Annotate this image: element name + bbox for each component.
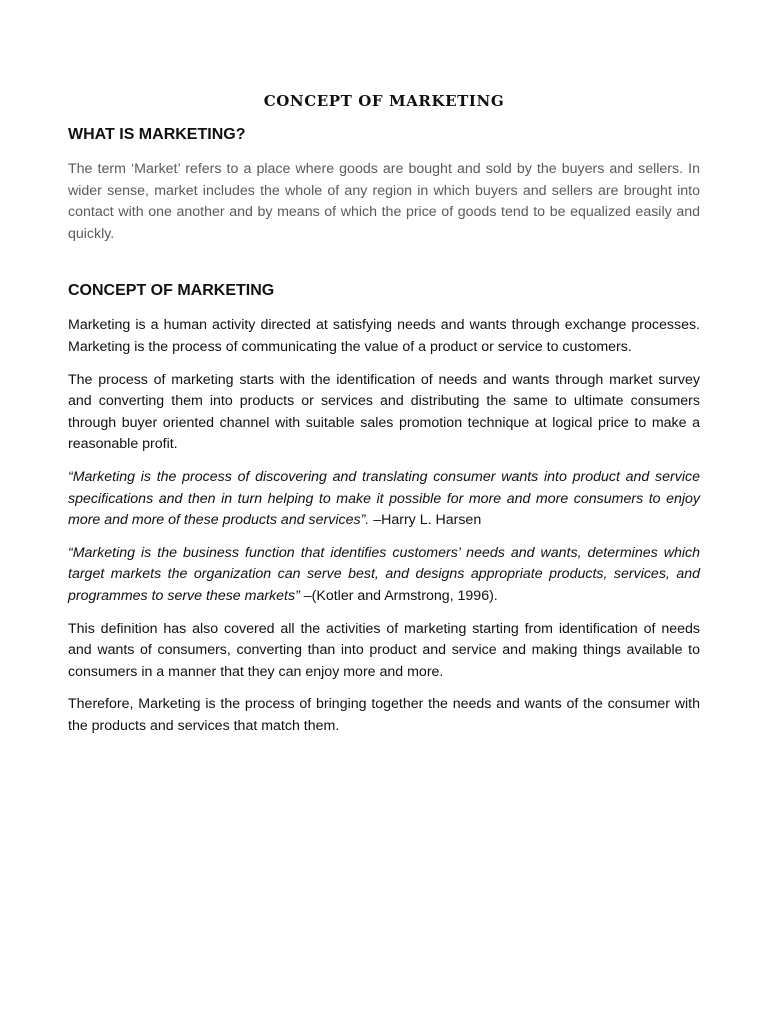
document-page bbox=[68, 92, 700, 748]
section-spacer bbox=[68, 256, 700, 282]
paragraph-marketing-human-activity: Marketing is a human activity directed at satisfying needs and wants through exchange processes. Marketing is the process of communicating the value of a product or service to customers. bbox=[68, 317, 700, 355]
quote-kotler bbox=[68, 543, 700, 608]
section-heading-what-is-marketing: WHAT IS MARKETING? bbox=[68, 126, 246, 143]
quote-harsen-attribution: –Harry L. Harsen bbox=[369, 512, 482, 529]
section-heading-concept-of-marketing: CONCEPT OF MARKETING bbox=[68, 282, 275, 300]
paragraph-market-definition: The term ‘Market’ refers to a place where goods are bought and sold by the buyers and sellers. In wider sense, market includes the whole of any region in which buyers and sellers are brought into contact with one another and by means of which the price of goods tend to be equalized easily and quickly. bbox=[68, 161, 700, 242]
quote-harsen bbox=[68, 467, 700, 532]
quote-kotler-text: “Marketing is the business function that identifies customers’ needs and wants, determines which target markets the organization can serve best, and designs appropriate products, services, and programmes to serve these markets” bbox=[68, 544, 700, 604]
quote-harsen-text: “Marketing is the process of discovering and translating consumer wants into product and service specifications and then in turn helping to make it possible for more and more consumers to enjoy more and more of these products and services”. bbox=[68, 468, 700, 529]
document-title: CONCEPT OF MARKETING bbox=[263, 92, 505, 110]
paragraph-definition-coverage: This definition has also covered all the activities of marketing starting from identification of needs and wants of consumers, converting than into product and service and making things available to consumers in a manner that they can enjoy more and more. bbox=[68, 620, 700, 680]
quote-kotler-attribution: –(Kotler and Armstrong, 1996). bbox=[299, 587, 498, 604]
paragraph-conclusion: Therefore, Marketing is the process of bringing together the needs and wants of the consumer with the products and services that match them. bbox=[68, 696, 700, 734]
paragraph-marketing-process: The process of marketing starts with the identification of needs and wants through market survey and converting them into products or services and distributing the same to ultimate consumers through buyer oriented channel with suitable sales promotion technique at logical price to make a reasonable profit. bbox=[68, 371, 700, 453]
